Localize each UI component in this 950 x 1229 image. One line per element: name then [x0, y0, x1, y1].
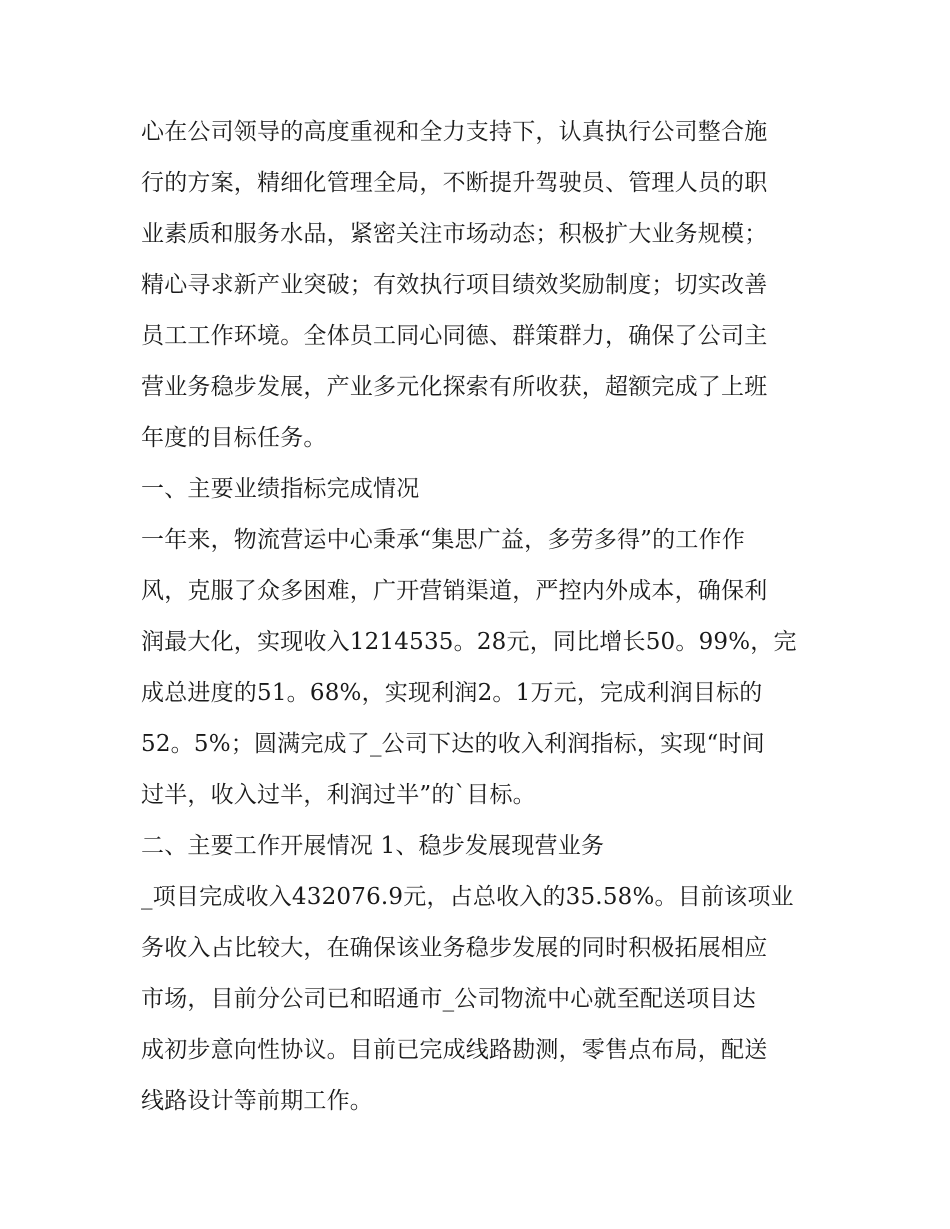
text-line: 行的方案，精细化管理全局，不断提升驾驶员、管理人员的职: [141, 170, 768, 196]
text-line: 心在公司领导的高度重视和全力支持下，认真执行公司整合施: [141, 119, 768, 145]
text-line: 业素质和服务水品，紧密关注市场动态；积极扩大业务规模；: [141, 221, 768, 247]
text-line: 务收入占比较大，在确保该业务稳步发展的同时积极拓展相应: [141, 935, 768, 961]
text-line: 一年来，物流营运中心秉承“集思广益，多劳多得”的工作作: [141, 527, 745, 553]
text-line: 线路设计等前期工作。: [141, 1088, 373, 1114]
section-heading-1: 一、主要业绩指标完成情况: [141, 476, 420, 502]
text-line: 风，克服了众多困难，广开营销渠道，严控内外成本，确保利: [141, 578, 768, 604]
text-line: 年度的目标任务。: [141, 425, 327, 451]
text-line: 成初步意向性协议。目前已完成线路勘测，零售点布局，配送: [141, 1037, 768, 1063]
document-body: [141, 107, 813, 1127]
text-line: 精心寻求新产业突破；有效执行项目绩效奖励制度；切实改善: [141, 272, 768, 298]
text-line: 成总进度的51。68%，实现利润2。1万元，完成利润目标的: [141, 680, 763, 706]
text-line: 市场，目前分公司已和昭通市_公司物流中心就至配送项目达: [141, 986, 756, 1012]
text-line: _项目完成收入432076.9元，占总收入的35.58%。目前该项业: [141, 884, 794, 910]
text-line: 员工工作环境。全体员工同心同德、群策群力，确保了公司主: [141, 323, 768, 349]
text-line: 营业务稳步发展，产业多元化探索有所收获，超额完成了上班: [141, 374, 768, 400]
section-heading-2: 二、主要工作开展情况 1、稳步发展现营业务: [141, 833, 605, 859]
text-line: 过半，收入过半，利润过半”的`目标。: [141, 782, 536, 808]
text-line: 润最大化，实现收入1214535。28元，同比增长50。99%，完: [141, 629, 797, 655]
text-line: 52。5%；圆满完成了_公司下达的收入利润指标，实现“时间: [141, 731, 765, 757]
